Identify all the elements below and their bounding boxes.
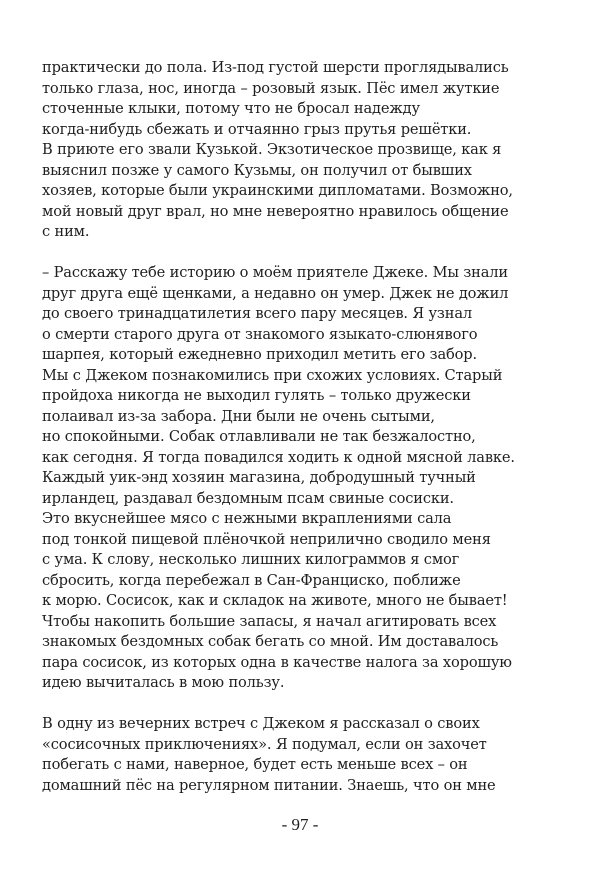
book-page-body (42, 58, 572, 817)
text-line: сбросить, когда перебежал в Сан-Франциско, поближе (42, 571, 461, 589)
text-line: мой новый друг врал, но мне невероятно нравилось общение (42, 202, 509, 220)
text-line: практически до пола. Из-под густой шерсти проглядывались (42, 59, 509, 76)
text-line: когда-нибудь сбежать и отчаянно грыз прутья решётки. (42, 120, 472, 138)
paragraph (42, 263, 572, 694)
text-line: только глаза, нос, иногда – розовый язык. Пёс имел жуткие (42, 79, 500, 97)
text-line: как сегодня. Я тогда повадился ходить к одной мясной лавке. (42, 448, 515, 466)
text-line: Чтобы накопить большие запасы, я начал агитировать всех (42, 612, 497, 630)
text-line: полаивал из-за забора. Дни были не очень сытыми, (42, 407, 435, 425)
text-line: под тонкой пищевой плёночкой неприлично сводило меня (42, 530, 491, 548)
text-line: до своего тринадцатилетия всего пару месяцев. Я узнал (42, 305, 472, 322)
text-line: о смерти старого друга от знакомого языкато-слюнявого (42, 325, 478, 343)
text-line: ирландец, раздавал бездомным псам свиные сосиски. (42, 489, 454, 507)
text-line: Каждый уик-энд хозяин магазина, добродушный тучный (42, 469, 476, 486)
text-line: В приюте его звали Кузькой. Экзотическое прозвище, как я (42, 141, 502, 158)
text-line: идею вычиталась в мою пользу. (42, 674, 285, 691)
text-line: к морю. Сосисок, как и складок на животе, много не бывает! (42, 592, 508, 609)
text-line: выяснил позже у самого Кузьмы, он получил от бывших (42, 161, 472, 179)
text-line: Мы с Джеком познакомились при схожих условиях. Старый (42, 366, 503, 384)
text-line: – Расскажу тебе историю о моём приятеле Джеке. Мы знали (42, 264, 508, 281)
text-line: домашний пёс на регулярном питании. Знаешь, что он мне (42, 776, 496, 794)
page-number: - 97 - (281, 815, 319, 834)
text-line: но спокойными. Собак отлавливали не так безжалостно, (42, 428, 476, 445)
text-line: знакомых бездомных собак бегать со мной. Им доставалось (42, 633, 499, 650)
paragraph (42, 714, 572, 796)
text-line: с ним. (42, 223, 90, 240)
text-line: пройдоха никогда не выходил гулять – только дружески (42, 387, 471, 404)
paragraph (42, 58, 572, 243)
text-line: с ума. К слову, несколько лишних килограммов я смог (42, 551, 460, 568)
text-line: Это вкуснейшее мясо с нежными вкраплениями сала (42, 510, 452, 527)
text-line: хозяев, которые были украинскими дипломатами. Возможно, (42, 182, 513, 199)
text-line: шарпея, который ежедневно приходил метить его забор. (42, 346, 477, 363)
text-line: друг друга ещё щенками, а недавно он умер. Джек не дожил (42, 284, 509, 302)
text-line: пара сосисок, из которых одна в качестве налога за хорошую (42, 653, 512, 671)
text-line: побегать с нами, наверное, будет есть меньше всех – он (42, 756, 468, 773)
text-line: В одну из вечерних встреч с Джеком я рассказал о своих (42, 715, 480, 732)
text-line: сточенные клыки, потому что не бросал надежду (42, 100, 420, 117)
text-line: «сосисочных приключениях». Я подумал, если он захочет (42, 735, 487, 753)
